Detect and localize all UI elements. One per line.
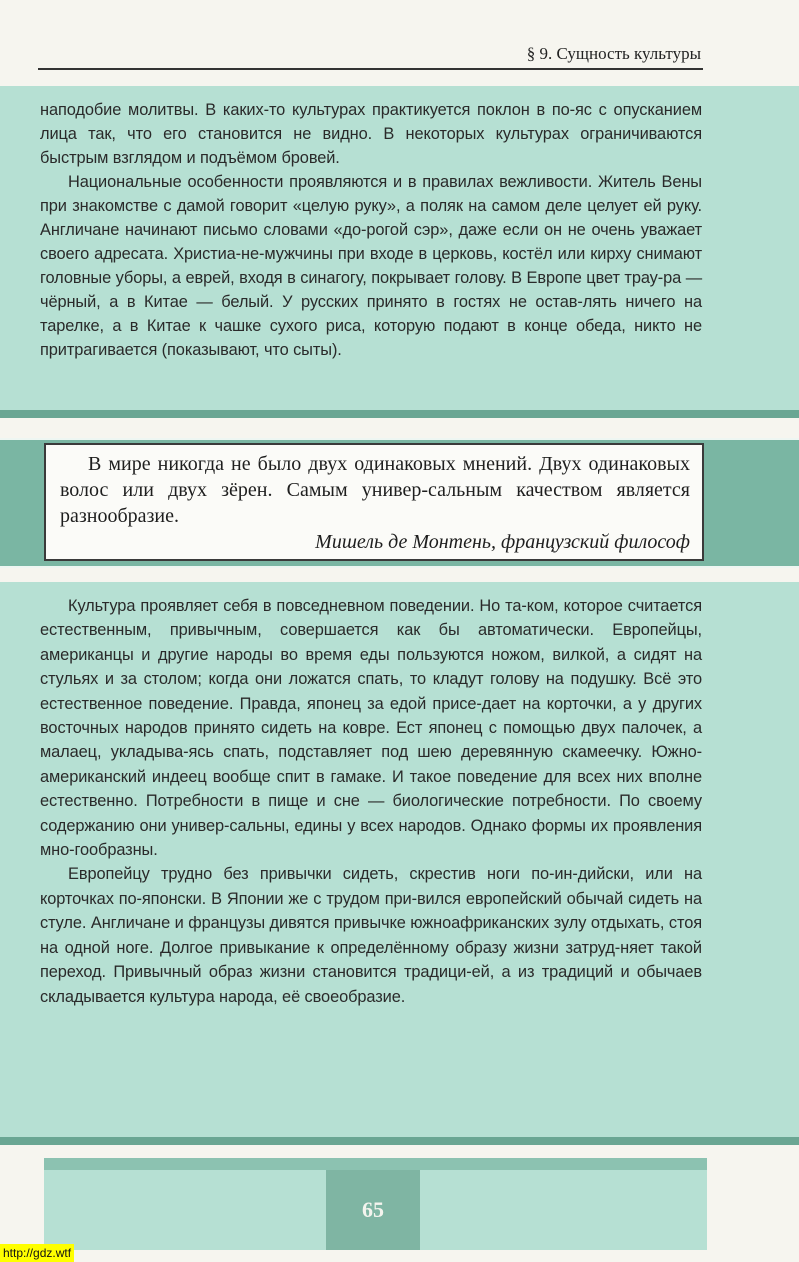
header-divider [38, 68, 703, 70]
quote-author: Мишель де Монтень, французский философ [315, 531, 690, 553]
page-number-tab [326, 1170, 420, 1250]
paragraph: Европейцу трудно без привычки сидеть, скрестив ноги по-ин-дийски, или на корточках по-японски. В Японии же с трудом при-вился европейский обычай сидеть на стуле. Англичане и французы дивятся привычке южноафриканских зулу отдыхать, стоя на одной ноге. Долгое привыкание к определённому образу жизни затруд-няет такой переход. Привычный образ жизни становится традици-ей, а из традиций и обычаев складывается культура народа, её своеобразие. [40, 865, 702, 1006]
watermark-link[interactable]: http://gdz.wtf [0, 1244, 74, 1262]
text-block-1 [0, 86, 799, 418]
paragraph: наподобие молитвы. В каких-то культурах практикуется поклон в по-яс с опусканием лица так, что его становится не видно. В некоторых культурах ограничиваются быстрым взглядом и подъёмом бровей. [40, 101, 702, 167]
text-block-1-content [40, 98, 702, 362]
page-number: 65 [362, 1197, 384, 1222]
section-title: § 9. Сущность культуры [526, 44, 701, 63]
text-block-2-content [40, 594, 702, 1009]
quote-box [44, 443, 704, 561]
paragraph: Национальные особенности проявляются и в правилах вежливости. Житель Вены при знакомстве с дамой говорит «целую руку», а поляк на самом деле целует ей руку. Англичане начинают письмо словами «до-рогой сэр», даже если он не очень уважает своего адресата. Христиа-не-мужчины при входе в церковь, костёл или кирху снимают головные уборы, а еврей, входя в синагогу, покрывает голову. В Европе цвет трау-ра — чёрный, а в Китае — белый. У русских принято в гостях не остав-лять ничего на тарелке, а в Китае к чашке сухого риса, которую подают в конце обеда, никто не притрагивается (показывают, что сыты). [40, 173, 702, 359]
quote-text: В мире никогда не было двух одинаковых мнений. Двух одинаковых волос или двух зёрен. Самым универ-сальным качеством является разнообразие. [60, 453, 690, 527]
text-block-2 [0, 582, 799, 1145]
paragraph: Культура проявляет себя в повседневном поведении. Но та-ком, которое считается естественным, привычным, совершается как бы автоматически. Европейцы, американцы и другие народы во время еды пользуются ножом, вилкой, а сидят на стульях и за столом; когда они ложатся спать, то кладут голову на подушку. Всё это естественное поведение. Правда, японец за едой присе-дает на корточки, а у других восточных народов принято сидеть на ковре. Ест японец с помощью двух палочек, а малаец, укладыва-ясь спать, подставляет под шею деревянную скамеечку. Южно-американский индеец вообще спит в гамаке. И такое поведение для всех них вполне естественно. Потребности в пище и сне — биологические потребности. По своему содержанию они универ-сальны, едины у всех народов. Однако формы их проявления мно-гообразны. [40, 597, 702, 860]
footer-stripe [44, 1158, 707, 1170]
